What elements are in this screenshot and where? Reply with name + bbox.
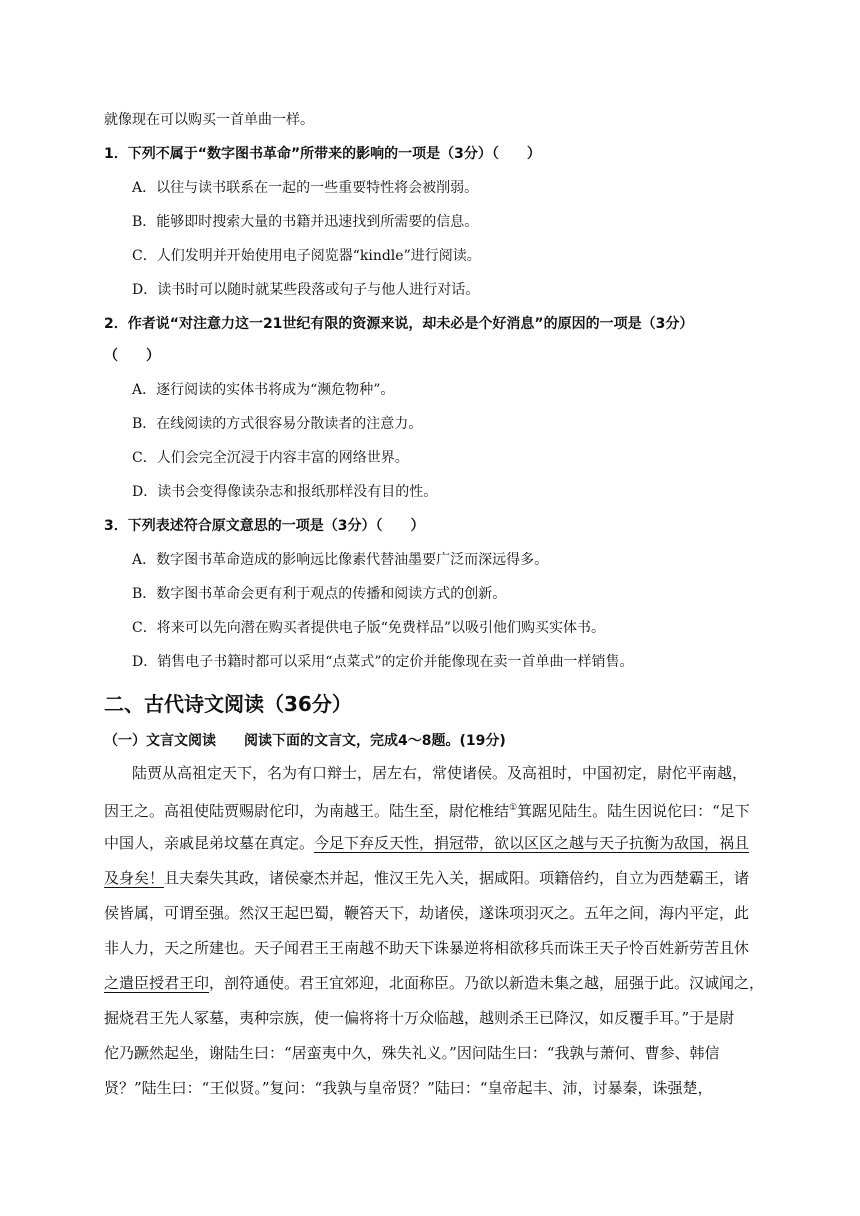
question-2-option-c: C．人们会完全沉浸于内容丰富的网络世界。	[132, 450, 409, 466]
underlined-sentence-part-3: 之遣臣授君王印	[104, 974, 210, 992]
passage-line-7-b: ，剖符通使。君王宜郊迎，北面称臣。乃欲以新造未集之越，屈强于此。汉诚闻之，	[209, 974, 765, 992]
question-2-stem-cont: （ ）	[104, 348, 160, 364]
continuation-line: 就像现在可以购买一首单曲一样。	[104, 112, 314, 128]
passage-line-2-a: 因王之。高祖使陆贾赐尉佗印，为南越王。陆生至，尉佗椎结	[104, 802, 510, 820]
passage-line-8: 掘烧君王先人冢墓，夷种宗族，使一偏将将十万众临越，越则杀王已降汉，如反覆手耳。”于是尉	[104, 1009, 735, 1027]
question-2-option-a: A．逐行阅读的实体书将成为“濒危物种”。	[132, 382, 395, 398]
passage-line-7	[104, 972, 764, 994]
passage-line-2	[104, 797, 750, 822]
passage-line-3	[104, 832, 749, 854]
question-3-option-a: A．数字图书革命造成的影响远比像素代替油墨要广泛而深远得多。	[132, 552, 549, 568]
passage-line-2-b: 箕踞见陆生。陆生因说佗曰：“足下	[517, 802, 750, 820]
section-title: 二、古代诗文阅读（36分）	[104, 692, 352, 716]
question-1-stem: 1．下列不属于“数字图书革命”所带来的影响的一项是（3分）（ ）	[104, 146, 541, 162]
question-2-stem: 2．作者说“对注意力这一21世纪有限的资源来说，却未必是个好消息”的原因的一项是（3分）	[104, 316, 694, 332]
question-3-option-c: C．将来可以先向潜在购买者提供电子版“免费样品”以吸引他们购买实体书。	[132, 620, 606, 636]
question-2-option-d: D．读书会变得像读杂志和报纸那样没有目的性。	[132, 484, 438, 500]
question-3-stem: 3．下列表述符合原文意思的一项是（3分）（ ）	[104, 518, 425, 534]
subsection-title: （一）文言文阅读 阅读下面的文言文，完成4～8题。(19分)	[104, 733, 506, 749]
passage-line-4-b: 且夫秦失其政，诸侯豪杰并起，惟汉王先入关，据咸阳。项籍倍约，自立为西楚霸王，诸	[164, 869, 750, 887]
question-3-option-b: B．数字图书革命会更有利于观点的传播和阅读方式的创新。	[132, 586, 507, 602]
underlined-sentence-part-2: 及身矣！	[104, 869, 165, 887]
question-1-option-b: B．能够即时搜索大量的书籍并迅速找到所需要的信息。	[132, 214, 479, 230]
passage-line-9: 佗乃蹶然起坐，谢陆生曰：“居蛮夷中久，殊失礼义。”因问陆生曰：“我孰与萧何、曹参、韩信	[104, 1044, 720, 1062]
passage-line-6: 非人力，天之所建也。天子闻君王王南越不助天下诛暴逆将相欲移兵而诛王天子怜百姓新劳苦且休	[104, 939, 750, 957]
passage-line-3-a: 中国人，亲戚昆弟坟墓在真定。	[104, 834, 315, 852]
passage-line-5: 侯皆属，可谓至强。然汉王起巴蜀，鞭笞天下，劫诸侯，遂诛项羽灭之。五年之间，海内平定，此	[104, 904, 750, 922]
question-1-option-a: A．以往与读书联系在一起的一些重要特性将会被削弱。	[132, 180, 479, 196]
question-3-option-d: D．销售电子书籍时都可以采用“点菜式”的定价并能像现在卖一首单曲一样销售。	[132, 654, 634, 670]
question-2-option-b: B．在线阅读的方式很容易分散读者的注意力。	[132, 416, 423, 432]
footnote-marker: ①	[509, 803, 518, 813]
question-1-option-c: C．人们发明并开始使用电子阅览器“kindle”进行阅读。	[132, 248, 481, 264]
passage-line-10: 贤？”陆生曰：“王似贤。”复问：“我孰与皇帝贤？”陆曰：“皇帝起丰、沛，讨暴秦，诛强楚，	[104, 1079, 713, 1097]
question-1-option-d: D．读书时可以随时就某些段落或句子与他人进行对话。	[132, 282, 480, 298]
passage-line-4	[104, 867, 749, 889]
underlined-sentence-part-1: 今足下弃反天性，捐冠带，欲以区区之越与天子抗衡为敌国，祸且	[314, 834, 750, 852]
passage-line-1: 陆贾从高祖定天下，名为有口辩士，居左右，常使诸侯。及高祖时，中国初定，尉佗平南越，	[132, 764, 748, 782]
